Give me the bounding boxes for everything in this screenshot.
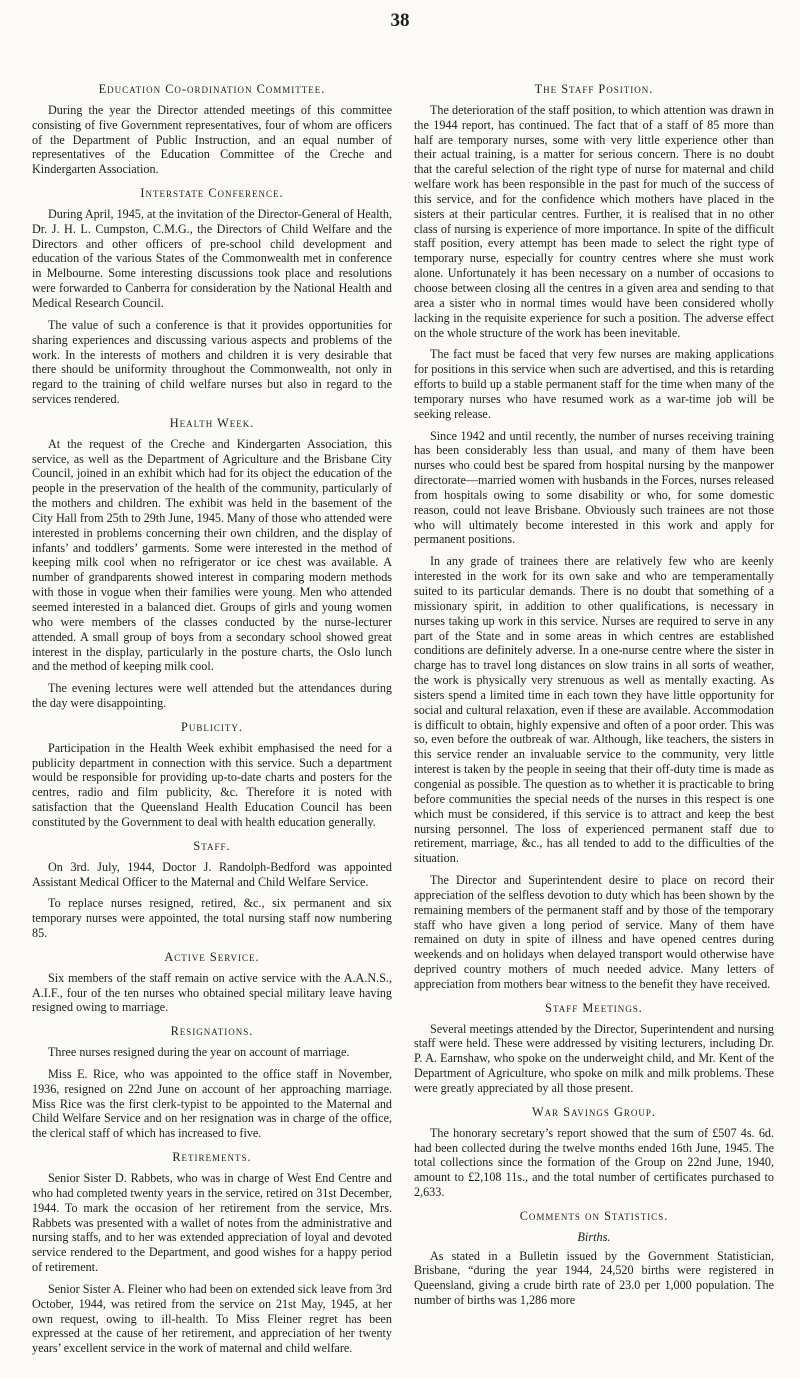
paragraph: In any grade of trainees there are relatively few who are keenly interested in the work for its own sake and who are temperamentally suited to its particular demands. There is no doubt that something of a missionary spirit, in addition to other qualifications, is necessary in nurses taking up work in this service. Nurses are required to serve in any part of the State and in some areas in which centres are established conditions are definitely adverse. In a one-nurse centre where the sister in charge has to travel long distances on slow trains in all sorts of weather, the work is physically very strenuous as well as mentally exacting. As sisters spend a limited time in each town they have little opportunity for social and cultural relaxation, even if these are available. Accommodation is difficult to obtain, highly expensive and often of a poor order. This was so, even before the outbreak of war. Although, like teachers, the sisters in this service render an invaluable service to the community, very little interest is taken by the people in seeing that their off-duty time is made as congenial as possible. The question as to whether it is practicable to bring before communities the special needs of the nurses in this respect is one which must be considered, if this service is to attract and keep the best nursing personnel. The loss of experienced permanent staff due to retirement, marriage, &c., has all tended to add to the difficulties of the situation. [414, 554, 774, 866]
section-resignations [32, 1024, 392, 1141]
paragraph: Senior Sister D. Rabbets, who was in charge of West End Centre and who had completed twenty years in the service, retired on 31st December, 1944. To mark the occasion of her retirement from the service, Mrs. Rabbets was presented with a wallet of notes from the administrative and nursing staffs, and to her was extended appreciation of loyal and devoted service rendered to the Department, and good wishes for a happy period of retirement. [32, 1171, 392, 1275]
paragraph: On 3rd. July, 1944, Doctor J. Randolph-Bedford was appointed Assistant Medical Officer to the Maternal and Child Welfare Service. [32, 859, 392, 889]
section-heading: The Staff Position. [534, 82, 654, 96]
section-heading: Retirements. [172, 1150, 252, 1165]
paragraph: Since 1942 and until recently, the number of nurses receiving training has been considerably less than usual, and many of them have been nurses who could best be spared from hospital nursing by the manpower directorate—married women with husbands in the Forces, nurses released from hospitals owing to some disability or who, for some domestic reason, could not leave Brisbane. Obviously such trainees are not those who will ultimately become interested in this work and apply for permanent positions. [414, 428, 774, 547]
paragraph: At the request of the Creche and Kindergarten Association, this service, as well as the Department of Agriculture and the Brisbane City Council, joined in an exhibit which had for its object the education of the people in the preservation of the health of the community, particularly of the mothers and children. The exhibit was held in the basement of the City Hall from 25th to 29th June, 1945. Many of those who attended were interested in problems concerning their own children, and the display of infants’ and toddlers’ garments. Some were interested in the method of keeping milk cool when no refrigerator or ice chest was available. A number of grandparents showed interest in comparing modern methods with those in vogue when their families were young. Men who attended seemed interested in a balanced diet. Groups of girls and young women who were members of the classes conducted by the nurse-lecturer attended. A small group of boys from a secondary school showed great interest in the display, particularly in the posture charts, the Oslo lunch and the method of keeping milk cool. [32, 436, 392, 674]
paragraph: The deterioration of the staff position, to which attention was drawn in the 1944 report, has continued. The fact that of a staff of 85 more than half are temporary nurses, some with very little experience other than their actual training, is a matter for serious concern. There is no doubt that the careful selection of the right type of nurse for maternal and child welfare work has been responsible in the past for much of the success of this service, and for the confidence which mothers have placed in the sisters at their particular centres. Further, it is realised that in no other class of nursing is experience of more importance. In spite of the difficult staff position, every attempt has been made to select the right type of temporary nurse, especially for country centres where she must work alone. Unfortunately it has been necessary on a number of occasions to choose between closing all the centres in a given area and sending to that area a sister who in normal times would have been considered wholly lacking in the requisite experience for such a position. The adverse effect on the whole structure of the work has been inevitable. [414, 102, 774, 340]
paragraph: During April, 1945, at the invitation of the Director-General of Health, Dr. J. H. L. Cumpston, C.M.G., the Directors of Child Welfare and the Directors and other officers of pre-school child development and education of the various States of the Commonwealth met in conference in Melbourne. Some interesting discussions took place and resolutions were forwarded to Canberra for consideration by the National Health and Medical Research Council. [32, 206, 392, 310]
paragraph: As stated in a Bulletin issued by the Government Statistician, Brisbane, “during the year 1944, 24,520 births were registered in Queensland, giving a crude birth rate of 23.0 per 1,000 population. The number of births was 1,286 more [414, 1248, 774, 1308]
paragraph: The fact must be faced that very few nurses are making applications for positions in this service when such are advertised, and this is retarding efforts to build up a stable permanent staff for the time when many of the temporary nurses who have resumed work as a war-time job will be seeking release. [414, 347, 774, 421]
section-active-service [32, 950, 392, 1015]
paragraph: The honorary secretary’s report showed that the sum of £507 4s. 6d. had been collected during the twelve months ended 16th June, 1945. The total collections since the formation of the Group on 22nd June, 1940, amount to £2,108 11s., and the total number of certificates purchased to 2,633. [414, 1125, 774, 1200]
section-interstate-conference [32, 186, 392, 407]
section-heading: Active Service. [164, 949, 260, 964]
paragraph: Participation in the Health Week exhibit emphasised the need for a publicity department in connection with this service. Such a department would be responsible for providing up-to-date charts and posters for the centres, radio and film publicity, &c. Therefore it is noted with satisfaction that the Queensland Health Education Council has been constituted by the Government to deal with health education generally. [32, 740, 392, 829]
paragraph: Three nurses resigned during the year on account of marriage. [48, 1045, 350, 1060]
section-statistics [414, 1209, 774, 1308]
paragraph: Miss E. Rice, who was appointed to the office staff in November, 1936, resigned on 22nd June on account of her approaching marriage. Miss Rice was the first clerk-typist to be appointed to the Maternal and Child Welfare Service and on her resignation was in charge of the office, the clerical staff of which has increased to five. [32, 1066, 392, 1141]
section-heading: Education Co-ordination Committee. [98, 82, 326, 96]
left-column [32, 82, 392, 1365]
section-heading: Comments on Statistics. [519, 1208, 669, 1223]
section-education-committee [32, 82, 392, 177]
paragraph: Several meetings attended by the Director, Superintendent and nursing staff were held. These were addressed by visiting lecturers, including Dr. P. A. Earnshaw, who spoke on the underweight child, and Mr. Kent of the Department of Agriculture, who spoke on milk and milk problems. These were greatly appreciated by all those present. [414, 1021, 774, 1095]
page-number: 38 [390, 10, 410, 31]
section-staff-meetings [414, 1001, 774, 1096]
section-retirements [32, 1150, 392, 1356]
section-heading: War Savings Group. [532, 1104, 656, 1119]
paragraph: To replace nurses resigned, retired, &c., six permanent and six temporary nurses were appointed, the total nursing staff now numbering 85. [32, 896, 392, 941]
section-publicity [32, 720, 392, 830]
subheading-births: Births. [577, 1229, 611, 1244]
section-heading: Publicity. [181, 719, 243, 734]
paragraph: The value of such a conference is that it provides opportunities for sharing experiences and discussing various aspects and problems of the work. In the interests of mothers and children it is very desirable that there should be uniformity throughout the Commonwealth, not only in regard to the training of child welfare nurses but also in regard to the services rendered. [32, 317, 392, 407]
section-health-week [32, 416, 392, 711]
section-heading: Staff Meetings. [545, 1000, 643, 1015]
section-heading: Health Week. [169, 415, 255, 430]
section-staff [32, 839, 392, 941]
section-war-savings [414, 1105, 774, 1200]
right-column [414, 82, 774, 1317]
section-staff-position [414, 82, 774, 992]
section-heading: Staff. [193, 838, 231, 853]
paragraph: Senior Sister A. Fleiner who had been on extended sick leave from 3rd October, 1944, was retired from the service on 21st May, 1945, at her own request, owing to ill-health. To Miss Fleiner regret has been expressed at the cause of her retirement, and appreciation of her twenty years’ excellent service in the work of maternal and child welfare. [32, 1281, 392, 1356]
paragraph: The evening lectures were well attended but the attendances during the day were disappointing. [32, 681, 392, 711]
paragraph: Six members of the staff remain on active service with the A.A.N.S., A.I.F., four of the ten nurses who obtained special military leave having resigned owing to marriage. [32, 970, 392, 1015]
section-heading: Interstate Conference. [140, 186, 284, 201]
paragraph: The Director and Superintendent desire to place on record their appreciation of the selfless devotion to duty which has been shown by the remaining members of the permanent staff and by those of the temporary staff who have given a long period of service. Many of them have remained on duty in spite of illness and have opened centres during weekends and on holidays when delayed transport would otherwise have deprived country mothers of much needed advice. Many letters of appreciation from mothers bear witness to the benefit they have received. [414, 873, 774, 991]
paragraph: During the year the Director attended meetings of this committee consisting of five Government representatives, four of whom are officers of the Department of Public Instruction, and an equal number of representatives of the Education Committee of the Creche and Kindergarten Association. [32, 102, 392, 177]
section-heading: Resignations. [170, 1024, 254, 1039]
